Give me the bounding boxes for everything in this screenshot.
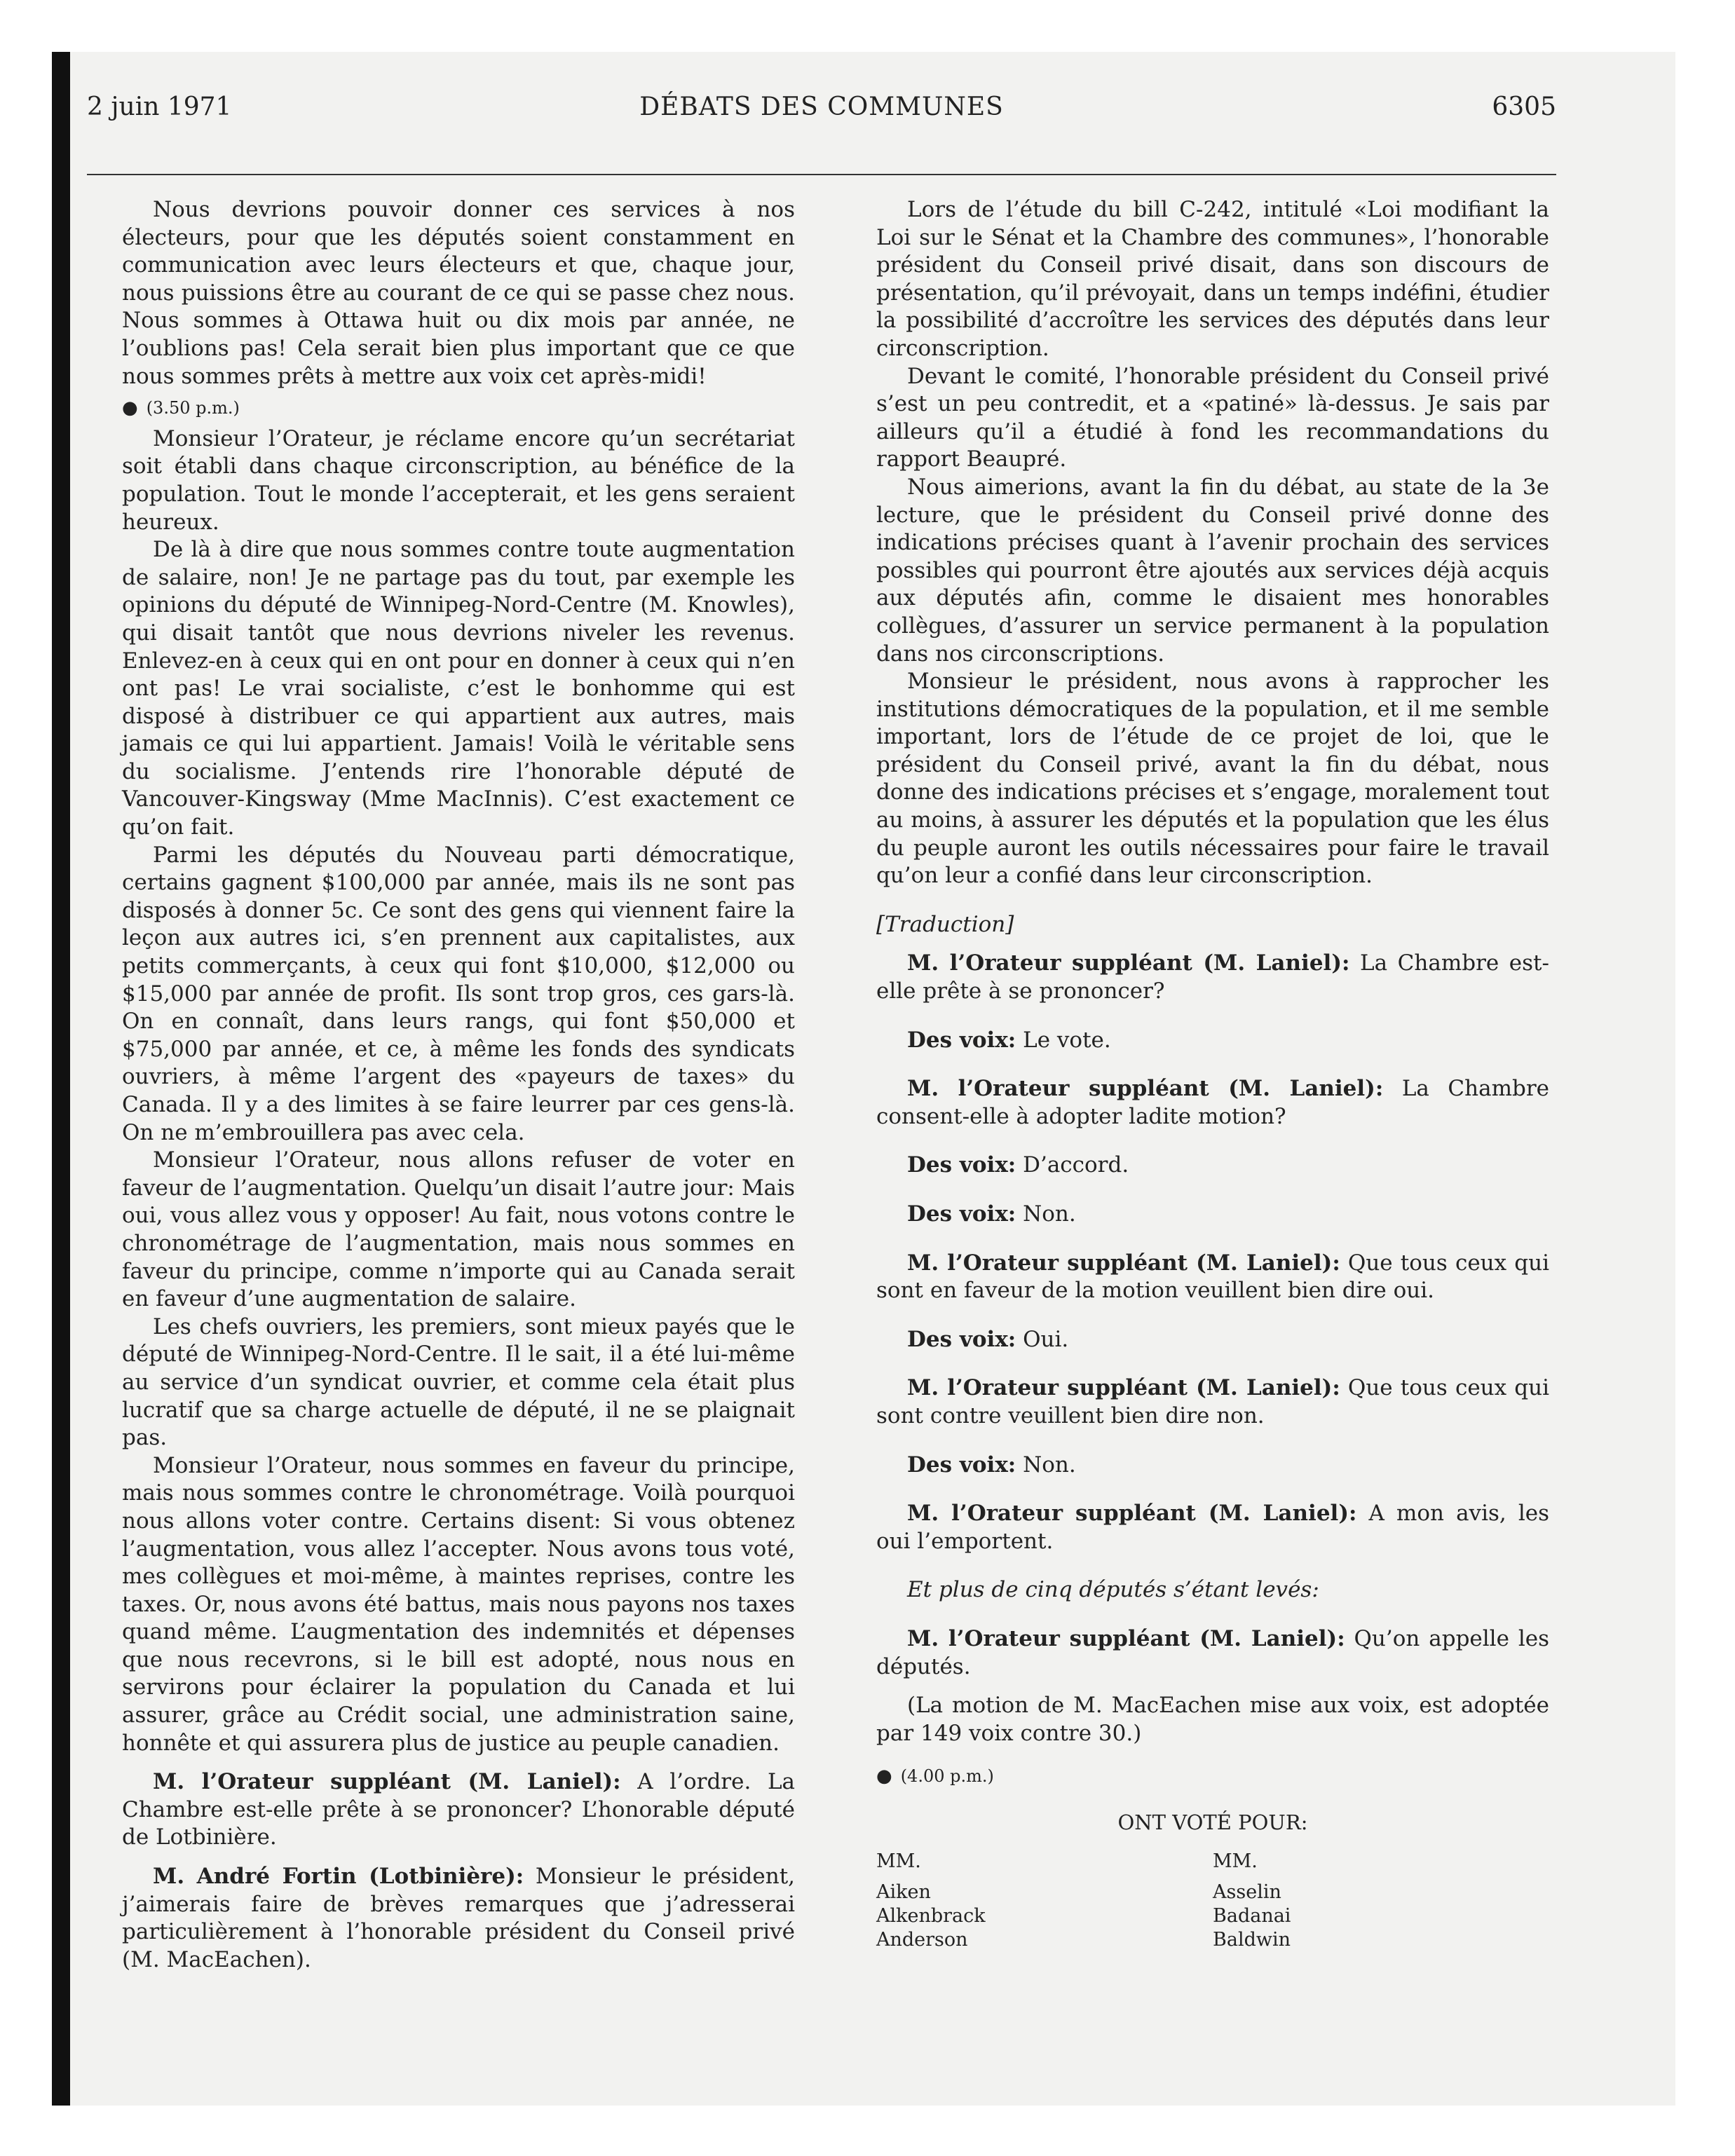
mm-label: MM. (1213, 1850, 1258, 1872)
paragraph: Parmi les députés du Nouveau parti démocratique, certains gagnent $100,000 par année, mais ils ne sont pas disposés à donner 5c. Ce sont des gens qui viennent faire la leçon aux autres ici, s’en prennent aux capitalistes, aux petits commerçants, à ceux qui font $10,000, $12,000 ou $15,000 par année de profit. Ils sont trop gros, ces gars-là. On en connaît, dans leurs rangs, qui font $50,000 et $75,000 par année, et ce, à même les fonds des syndicats ouvriers, à même l’argent des «payeurs de taxes» du Canada. Il y a des limites à se faire leurrer par ces gens-là. On ne m’embrouillera pas avec cela. (122, 842, 795, 1145)
voices-label: Des voix: (907, 1152, 1016, 1178)
member-name: Anderson (876, 1928, 968, 1951)
voices-text: Oui. (1023, 1326, 1069, 1352)
speech-text: Qu’on appelle les députés. (876, 1625, 1549, 1679)
vote-heading: ONT VOTÉ POUR: (1117, 1810, 1308, 1834)
time-marker (122, 395, 795, 423)
voices-text: Non. (1023, 1201, 1076, 1227)
header-page-number: 6305 (1492, 93, 1556, 121)
speech-text: La Chambre est-elle prête à se prononcer? (876, 950, 1549, 1004)
speech-text: Que tous ceux qui sont en faveur de la motion veuillent bien dire oui. (876, 1250, 1549, 1304)
voices-reply (876, 1152, 1549, 1180)
paragraph: Nous aimerions, avant la fin du débat, au state de la 3e lecture, que le président du Conseil privé donne des indications précises quant à l’avenir prochain des services possibles qui pourront être ajoutés aux services déjà acquis aux députés afin, comme le disaient mes honorables collègues, d’assurer un service permanent à la population dans nos circonscriptions. (876, 474, 1549, 667)
speech (876, 950, 1549, 1005)
speaker-name: M. l’Orateur suppléant (M. Laniel): (907, 1625, 1345, 1651)
speech (876, 1075, 1549, 1131)
paragraph: Monsieur le président, nous avons à rapprocher les institutions démocratiques de la population, et il me semble important, lors de l’étude de ce projet de loi, que le président du Conseil privé, avant la fin du débat, nous donne des indications précises et s’engage, moralement tout au moins, à assurer les députés et la population que les élus du peuple auront les outils nécessaires pour faire le travail qu’on leur a confié dans leur circonscription. (876, 669, 1549, 889)
header-rule (87, 174, 1556, 175)
voices-reply (876, 1452, 1549, 1480)
paragraph: Nous devrions pouvoir donner ces services à nos électeurs, pour que les députés soient constamment en communication avec leurs électeurs et que, chaque jour, nous puissions être au courant de ce qui se passe chez nous. Nous sommes à Ottawa huit ou dix mois par année, ne l’oublions pas! Cela serait bien plus important que ce que nous sommes prêts à mettre aux voix cet après-midi! (122, 197, 795, 389)
speech-text: A mon avis, les oui l’emportent. (876, 1501, 1549, 1554)
paragraph: Monsieur l’Orateur, nous sommes en faveur du principe, mais nous sommes contre le chronométrage. Voilà pourquoi nous allons voter contre. Certains disent: Si vous obtenez l’augmentation, vous allez l’accepter. Nous avons tous voté, mes collègues et moi-même, à maintes reprises, contre les taxes. Or, nous avons été battus, mais nous payons nos taxes quand même. L’augmentation des indemnités et dépenses que nous recevrons, si le bill est adopté, nous nous en servirons pour éclairer la population du Canada et lui assurer, grâce au Crédit social, une administration saine, honnête et qui assurera plus de justice au peuple canadien. (122, 1452, 795, 1756)
speaker-name: M. l’Orateur suppléant (M. Laniel): (907, 1501, 1357, 1527)
speaker-name: M. André Fortin (Lotbinière): (153, 1864, 524, 1890)
voices-text: Le vote. (1023, 1027, 1111, 1053)
member-name: Asselin (1213, 1881, 1281, 1903)
voices-reply (876, 1201, 1549, 1229)
voices-text: D’accord. (1023, 1152, 1129, 1178)
paragraph: De là à dire que nous sommes contre toute augmentation de salaire, non! Je ne partage pas du tout, par exemple les opinions du député de Winnipeg-Nord-Centre (M. Knowles), qui disait tantôt que nous devrions niveler les revenus. Enlevez-en à ceux qui en ont pour en donner à ceux qui n’en ont pas! Le vrai socialiste, c’est le bonhomme qui est disposé à distribuer ce qui appartient aux autres, mais jamais ce qui lui appartient. Jamais! Voilà le véritable sens du socialisme. J’entends rire l’honorable député de Vancouver-Kingsway (Mme MacInnis). C’est exactement ce qu’on fait. (122, 537, 795, 840)
speech (122, 1863, 795, 1974)
voices-label: Des voix: (907, 1027, 1016, 1053)
speaker-name: M. l’Orateur suppléant (M. Laniel): (907, 1375, 1340, 1401)
speaker-name: M. l’Orateur suppléant (M. Laniel): (153, 1769, 621, 1795)
header-title: DÉBATS DES COMMUNES (639, 93, 1004, 121)
speech (122, 1768, 795, 1852)
voices-text: Non. (1023, 1452, 1076, 1478)
speech (876, 1250, 1549, 1305)
mm-label: MM. (876, 1850, 921, 1872)
speech-text: A l’ordre. La Chambre est-elle prête à se prononcer? L’honorable député de Lotbinière. (122, 1769, 796, 1850)
left-column (122, 196, 795, 1974)
voices-reply (876, 1027, 1549, 1055)
member-name: Badanai (1213, 1904, 1291, 1927)
speech-text: La Chambre consent-elle à adopter ladite motion? (876, 1076, 1550, 1129)
voices-reply (876, 1326, 1549, 1354)
paragraph: Monsieur l’Orateur, nous allons refuser de voter en faveur de l’augmentation. Quelqu’un disait l’autre jour: Mais oui, vous allez vous y opposer! Au fait, nous votons contre le chronométrage de l’augmentation, mais nous sommes en faveur du principe, comme n’importe qui au Canada serait en faveur d’une augmentation de salaire. (122, 1147, 795, 1312)
translation-note: [Traduction] (876, 911, 1014, 937)
paragraph: Monsieur l’Orateur, je réclame encore qu’un secrétariat soit établi dans chaque circonscription, au bénéfice de la population. Tout le monde l’accepterait, et les gens seraient heureux. (122, 425, 795, 535)
paragraph: Devant le comité, l’honorable président du Conseil privé s’est un peu contredit, et a «patiné» là-dessus. Je sais par ailleurs qu’il a étudié à fond les recommandations du rapport Beaupré. (876, 363, 1549, 472)
running-header (87, 93, 1556, 135)
vote-column-1 (876, 1850, 1213, 1952)
speech-text: Que tous ceux qui sont contre veuillent bien dire non. (876, 1375, 1549, 1428)
italic-note: Et plus de cinq députés s’étant levés: (907, 1577, 1319, 1603)
paragraph: Les chefs ouvriers, les premiers, sont mieux payés que le député de Winnipeg-Nord-Centre. Il le sait, il a été lui-même au service d’un syndicat ouvrier, et comme cela était plus lucratif que sa charge actuelle de député, il ne se plaignait pas. (122, 1314, 795, 1451)
member-name: Aiken (876, 1881, 931, 1903)
voices-label: Des voix: (907, 1326, 1016, 1352)
voices-label: Des voix: (907, 1452, 1016, 1478)
bullet-icon: ● (876, 1766, 892, 1787)
vote-list (876, 1850, 1549, 1952)
speech-text: Monsieur le président, j’aimerais faire de brèves remarques que j’adresserai particulièrement à l’honorable président du Conseil privé (M. MacEachen). (122, 1864, 796, 1972)
speaker-name: M. l’Orateur suppléant (M. Laniel): (907, 1076, 1384, 1102)
speech (876, 1374, 1549, 1430)
member-name: Alkenbrack (876, 1904, 986, 1927)
header-date: 2 juin 1971 (87, 93, 232, 121)
speaker-name: M. l’Orateur suppléant (M. Laniel): (907, 950, 1350, 976)
time-label: (3.50 p.m.) (146, 398, 240, 418)
speech (876, 1625, 1549, 1681)
right-column (876, 196, 1549, 1952)
bullet-icon: ● (122, 397, 138, 419)
vote-column-2 (1213, 1850, 1549, 1952)
voices-label: Des voix: (907, 1201, 1016, 1227)
speaker-name: M. l’Orateur suppléant (M. Laniel): (907, 1250, 1340, 1276)
scan-edge-bar (52, 52, 70, 2106)
time-marker (876, 1763, 1549, 1791)
time-label: (4.00 p.m.) (900, 1766, 994, 1787)
motion-result: (La motion de M. MacEachen mise aux voix, est adoptée par 149 voix contre 30.) (876, 1693, 1549, 1746)
member-name: Baldwin (1213, 1928, 1291, 1951)
paragraph: Lors de l’étude du bill C-242, intitulé «Loi modifiant la Loi sur le Sénat et la Chambre des communes», l’honorable président du Conseil privé disait, dans son discours de présentation, qu’il prévoyait, dans un temps indéfini, étudier la possibilité d’accroître les services des députés dans leur circonscription. (876, 197, 1549, 361)
speech (876, 1500, 1549, 1555)
